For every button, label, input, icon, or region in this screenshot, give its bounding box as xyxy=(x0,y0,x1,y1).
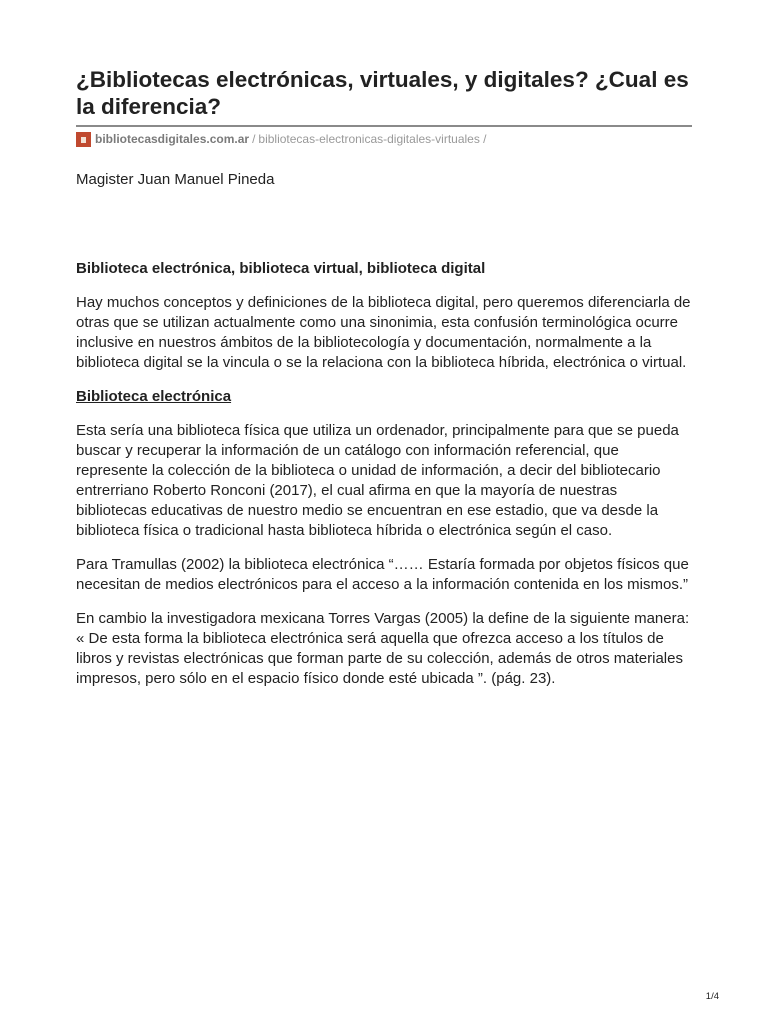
source-path-link[interactable]: bibliotecas-electronicas-digitales-virtuales / xyxy=(258,132,487,146)
paragraph-tramullas: Para Tramullas (2002) la biblioteca electrónica “…… Estaría formada por objetos físicos que necesitan de medios electrónicos para el acceso a la información contenida en los mismos.” xyxy=(76,556,689,593)
paragraph-intro: Hay muchos conceptos y definiciones de la biblioteca digital, pero queremos diferenciarla de otras que se utilizan actualmente como una sinonimia, esta confusión terminológica ocurre inclusive en nuestros ámbitos de la bibliotecología y documentación, normalmente a la biblioteca digital se la vincula o se la relaciona con la biblioteca híbrida, electrónica o virtual. xyxy=(76,294,691,371)
source-domain-link[interactable]: bibliotecasdigitales.com.ar xyxy=(95,132,250,146)
paragraph-torres-vargas: En cambio la investigadora mexicana Torres Vargas (2005) la define de la siguiente manera: « De esta forma la biblioteca electrónica será aquella que ofrezca acceso a los títulos de libros y revistas electrónicas que forman parte de su colección, además de otros materiales impresos, pero sólo en el espacio físico donde esté ubicada ”. (pág. 23). xyxy=(76,610,690,687)
section-heading: Biblioteca electrónica, biblioteca virtual, biblioteca digital xyxy=(76,260,486,277)
title-divider xyxy=(76,125,692,127)
paragraph-definition: Esta sería una biblioteca física que utiliza un ordenador, principalmente para que se pueda buscar y recuperar la información de un catálogo con información referencial, que represente la colección de la biblioteca o unidad de información, a decir del bibliotecario entrerriano Roberto Ronconi (2017), el cual afirma en que la mayoría de nuestras bibliotecas educativas de nuestro medio se encuentran en ese estadio, que va desde la biblioteca física o tradicional hasta biblioteca híbrida o electrónica según el caso. xyxy=(76,422,679,539)
bibliotecas-digitales-favicon-icon xyxy=(76,132,91,147)
article-body xyxy=(76,259,692,703)
breadcrumb-separator: / xyxy=(252,132,256,146)
author-name: Magister Juan Manuel Pineda xyxy=(76,171,275,188)
source-breadcrumb xyxy=(76,131,487,147)
subheading-biblioteca-electronica: Biblioteca electrónica xyxy=(76,388,232,405)
page-number: 1/4 xyxy=(705,991,719,1002)
document-title: ¿Bibliotecas electrónicas, virtuales, y digitales? ¿Cual es la diferencia? xyxy=(76,67,689,119)
